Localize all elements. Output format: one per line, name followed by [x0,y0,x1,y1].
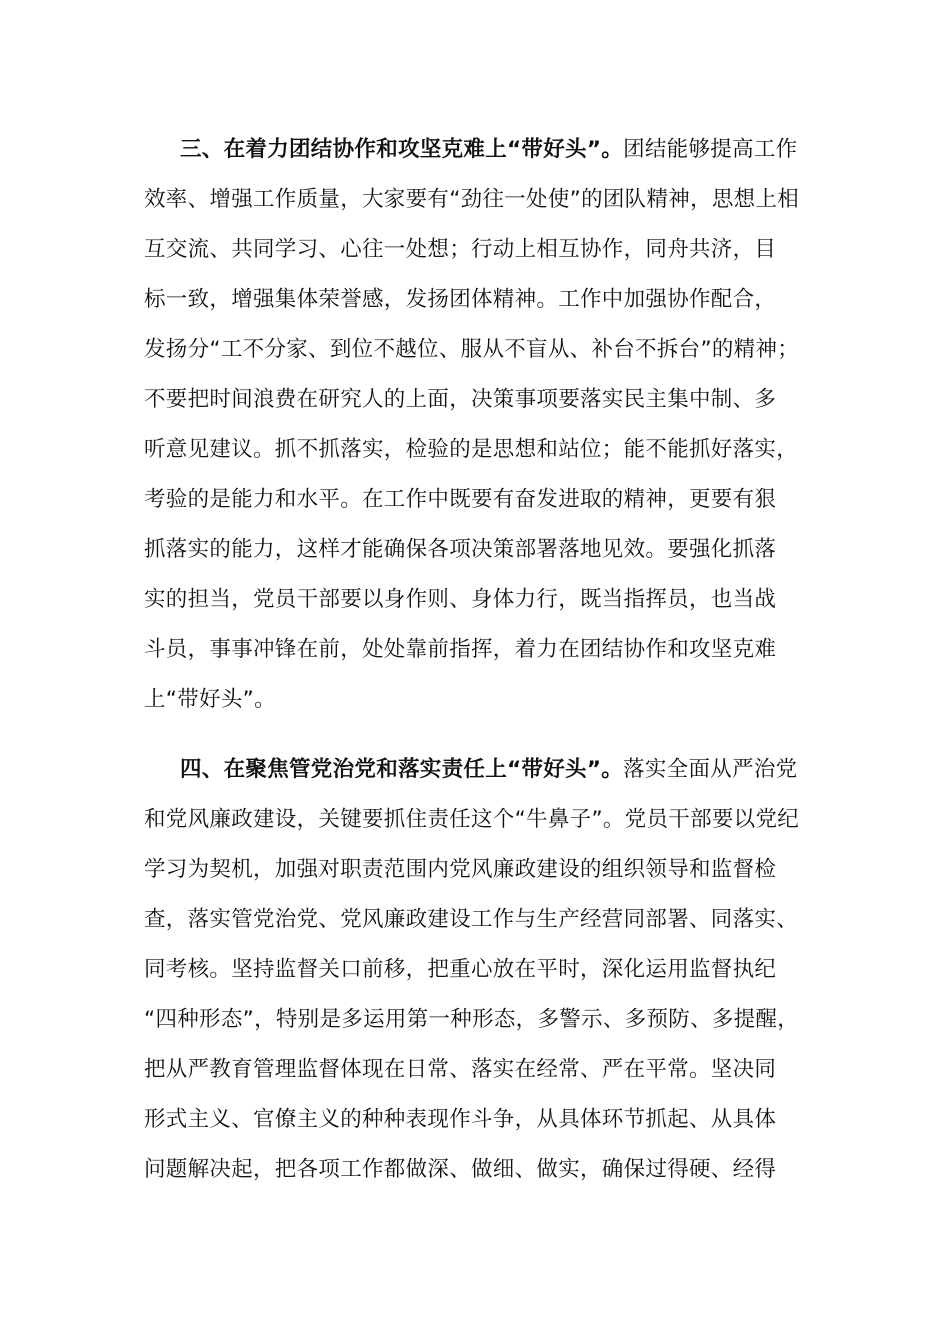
paragraph-3-line-3: 互交流、共同学习、心往一处想；行动上相互协作，同舟共济，目 [144,237,777,262]
paragraph-3-line-6: 不要把时间浪费在研究人的上面，决策事项要落实民主集中制、多 [144,387,777,412]
paragraph-3-line-4: 标一致，增强集体荣誉感，发扬团体精神。工作中加强协作配合， [144,287,777,312]
paragraph-4-line-3: 学习为契机，加强对职责范围内党风廉政建设的组织领导和监督检 [144,857,777,882]
paragraph-4-text: 落实全面从严治党 [623,757,798,782]
paragraph-4-line-5: 同考核。坚持监督关口前移，把重心放在平时，深化运用监督执纪 [144,957,777,982]
paragraph-4-line-6: “四种形态”，特别是多运用第一种形态，多警示、多预防、多提醒， [144,1007,800,1032]
paragraph-3-text: 团结能够提高工作 [623,137,798,162]
paragraph-3-line-9: 抓落实的能力，这样才能确保各项决策部署落地见效。要强化抓落 [144,537,777,562]
paragraph-3-line-1 [180,125,797,175]
paragraph-3-line-11: 斗员，事事冲锋在前，处处靠前指挥，着力在团结协作和攻坚克难 [144,637,777,662]
paragraph-4-line-2: 和党风廉政建设，关键要抓住责任这个“牛鼻子”。党员干部要以党纪 [144,807,800,832]
paragraph-3-heading: 三、在着力团结协作和攻坚克难上“带好头”。 [180,137,624,162]
paragraph-3-line-7: 听意见建议。抓不抓落实，检验的是思想和站位；能不能抓好落实， [144,437,799,462]
paragraph-4-line-1 [180,745,797,795]
paragraph-3-line-8: 考验的是能力和水平。在工作中既要有奋发进取的精神，更要有狠 [144,487,777,512]
paragraph-3-line-2: 效率、增强工作质量，大家要有“劲往一处使”的团队精神，思想上相 [144,187,800,212]
paragraph-4-line-7: 把从严教育管理监督体现在日常、落实在经常、严在平常。坚决同 [144,1057,777,1082]
paragraph-3-line-5: 发扬分“工不分家、到位不越位、服从不盲从、补台不拆台”的精神； [144,337,800,362]
paragraph-4-line-8: 形式主义、官僚主义的种种表现作斗争，从具体环节抓起、从具体 [144,1107,777,1132]
paragraph-4-line-9: 问题解决起，把各项工作都做深、做细、做实，确保过得硬、经得 [144,1157,777,1182]
paragraph-3-line-10: 实的担当，党员干部要以身作则、身体力行，既当指挥员，也当战 [144,587,777,612]
paragraph-3-line-12: 上“带好头”。 [144,687,276,712]
paragraph-4-heading: 四、在聚焦管党治党和落实责任上“带好头”。 [180,757,624,782]
paragraph-4-line-4: 查，落实管党治党、党风廉政建设工作与生产经营同部署、同落实、 [144,907,799,932]
